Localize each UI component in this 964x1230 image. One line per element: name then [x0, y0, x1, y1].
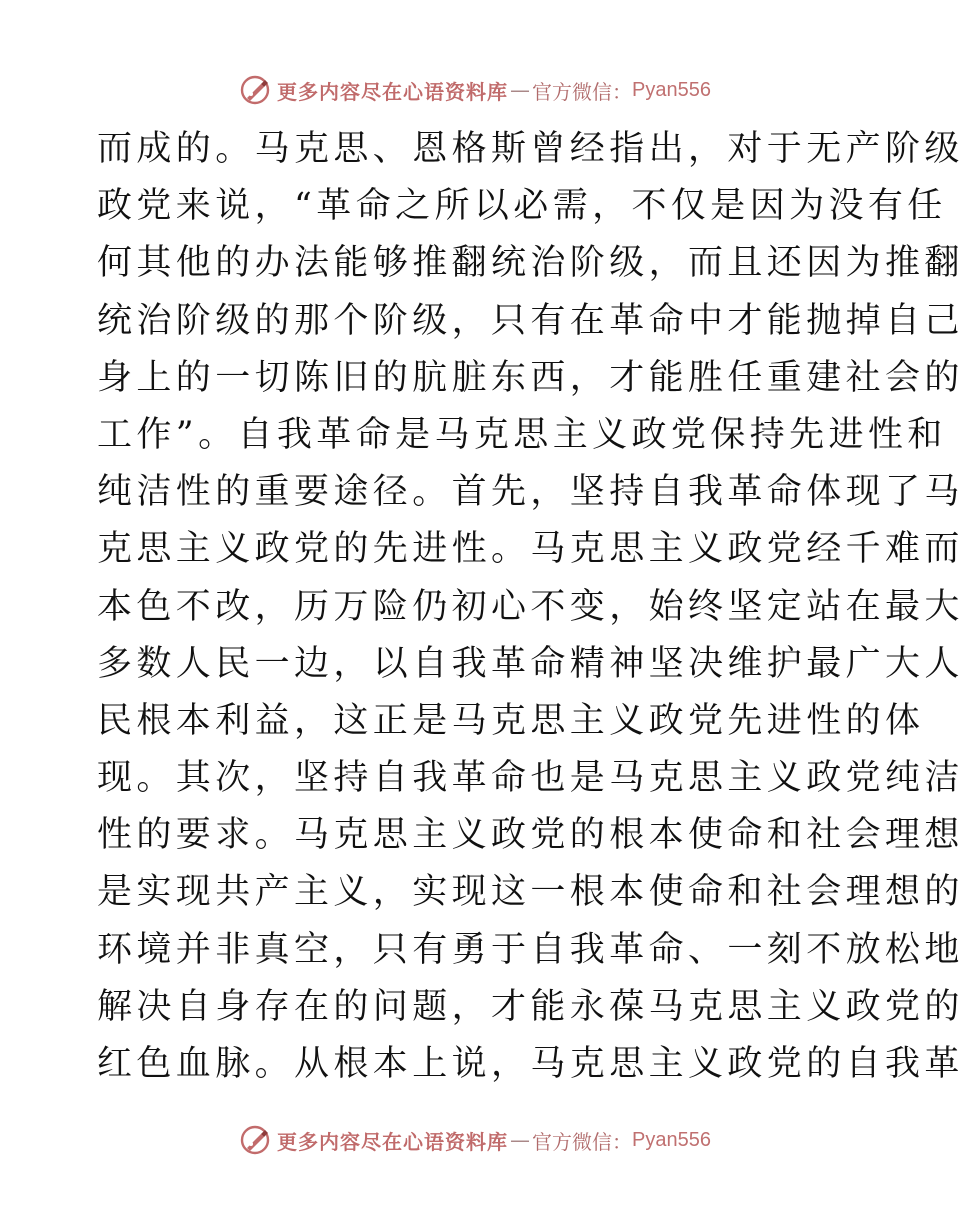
text-line-6: 工作”。自我革命是马克思主义政党保持先进性和	[97, 414, 947, 455]
text-line-8: 克思主义政党的先进性。马克思主义政党经千难而	[97, 529, 964, 570]
text-line-10: 多数人民一边，以自我革命精神坚决维护最广大人	[97, 643, 964, 684]
footer-watermark	[0, 1120, 950, 1160]
text-line-17: 红色血脉。从根本上说，马克思主义政党的自我革	[97, 1044, 964, 1084]
text-line-15: 环境并非真空，只有勇于自我革命、一刻不放松地	[97, 929, 964, 970]
watermark-main-text: 更多内容尽在心语资料库	[277, 79, 509, 104]
text-line-16: 解决自身存在的问题，才能永葆马克思主义政党的	[97, 986, 964, 1027]
watermark-sub-text: 官方微信：	[532, 1129, 633, 1154]
watermark-wechat-id: Pyan556	[632, 1128, 711, 1151]
header-watermark	[0, 70, 950, 110]
text-line-4: 统治阶级的那个阶级，只有在革命中才能抛掉自己	[97, 300, 964, 341]
text-line-14: 是实现共产主义，实现这一根本使命和社会理想的	[97, 872, 964, 913]
pen-logo-icon	[239, 1124, 271, 1156]
document-body	[97, 121, 964, 1093]
text-line-13: 性的要求。马克思主义政党的根本使命和社会理想	[97, 815, 964, 856]
watermark-dash: —	[510, 1128, 531, 1152]
watermark-main-text: 更多内容尽在心语资料库	[277, 1129, 509, 1154]
text-line-11: 民根本利益，这正是马克思主义政党先进性的体	[97, 700, 925, 741]
pen-logo-icon	[239, 74, 271, 106]
watermark-wechat-id: Pyan556	[632, 78, 711, 101]
text-line-1: 而成的。马克思、恩格斯曾经指出，对于无产阶级	[97, 129, 964, 169]
text-line-3: 何其他的办法能够推翻统治阶级，而且还因为推翻	[97, 243, 964, 284]
text-line-9: 本色不改，历万险仍初心不变，始终坚定站在最大	[97, 586, 964, 627]
text-line-12: 现。其次，坚持自我革命也是马克思主义政党纯洁	[97, 758, 964, 799]
text-line-2: 政党来说，“革命之所以必需，不仅是因为没有任	[97, 186, 947, 227]
watermark-sub-text: 官方微信：	[532, 79, 633, 104]
watermark-dash: —	[510, 78, 531, 102]
text-line-5: 身上的一切陈旧的肮脏东西，才能胜任重建社会的	[97, 357, 964, 398]
text-line-7: 纯洁性的重要途径。首先，坚持自我革命体现了马	[97, 472, 964, 513]
